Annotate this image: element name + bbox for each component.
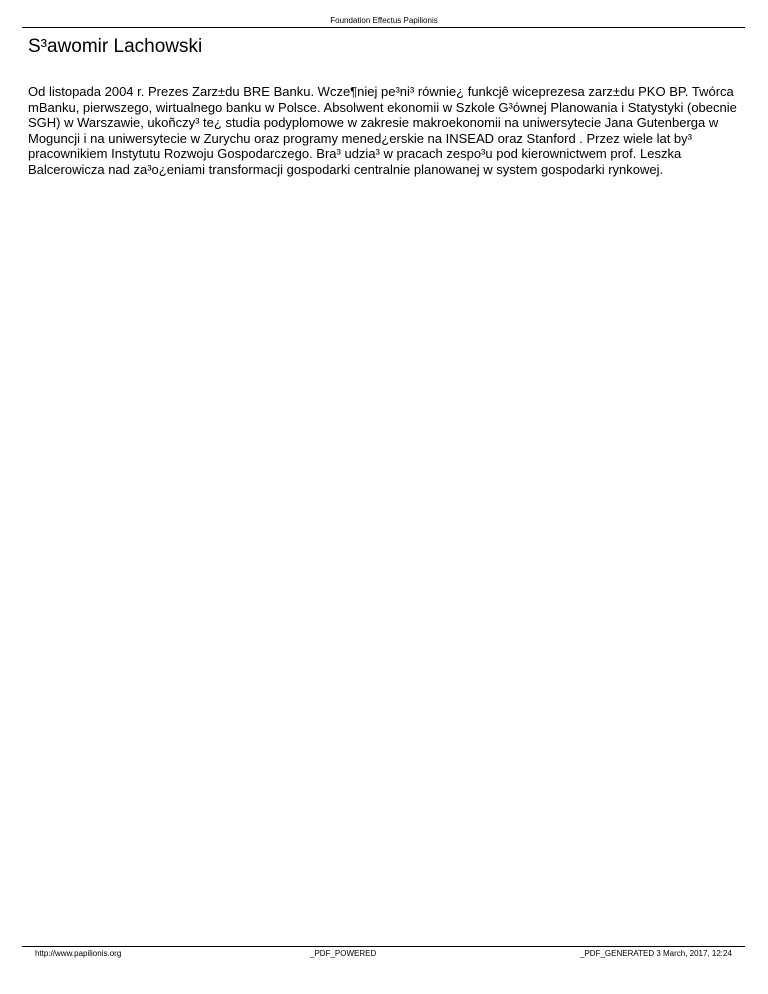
page-footer xyxy=(0,940,768,970)
header-title: Foundation Effectus Papilionis xyxy=(330,16,438,25)
footer-generated-text: _PDF_GENERATED 3 March, 2017, 12:24 xyxy=(580,949,732,958)
page-header xyxy=(0,0,768,29)
biography-paragraph: Od listopada 2004 r. Prezes Zarz±du BRE Banku. Wcze¶niej pe³ni³ równie¿ funkcjê wiceprezesa zarz±du PKO BP. Twórca mBanku, pierwszego, wirtualnego banku w Polsce. Absolwent ekonomii w Szkole G³ównej Planowania i Statystyki (obecnie SGH) w Warszawie, ukoñczy³ te¿ studia podyplomowe w zakresie makroekonomii na uniwersytecie Jana Gutenberga w Moguncji i na uniwersytecie w Zurychu oraz programy mened¿erskie na INSEAD oraz Stanford . Przez wiele lat by³ pracownikiem Instytutu Rozwoju Gospodarczego. Bra³ udzia³ w pracach zespo³u pod kierownictwem prof. Leszka Balcerowicza nad za³o¿eniami transformacji gospodarki centralnie planowanej w system gospodarki rynkowej. xyxy=(28,84,737,177)
page-title: S³awomir Lachowski xyxy=(28,36,203,57)
footer-powered-text: _PDF_POWERED xyxy=(310,949,377,958)
footer-url-link[interactable]: http://www.papilionis.org xyxy=(35,949,122,958)
footer-divider xyxy=(22,946,745,947)
header-divider xyxy=(22,27,745,28)
